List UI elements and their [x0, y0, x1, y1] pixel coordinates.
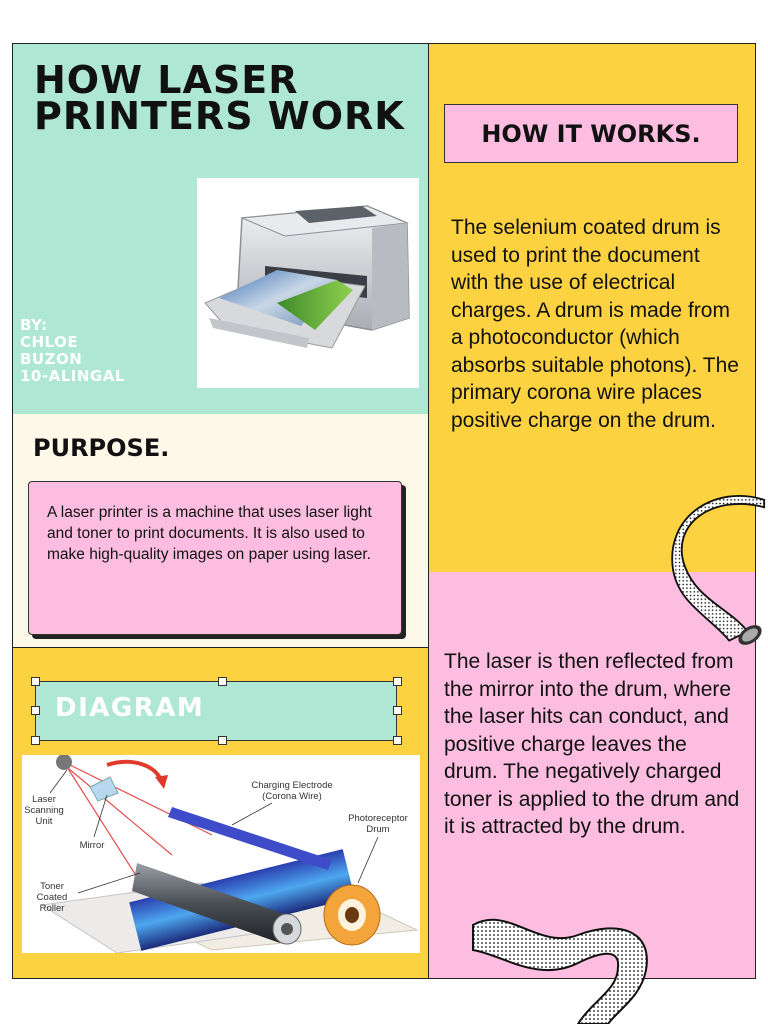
purpose-card — [28, 481, 402, 635]
resize-handle-bottom-left[interactable] — [31, 736, 40, 745]
label-toner-1: Toner — [40, 881, 64, 892]
page-title: HOW LASER PRINTERS WORK — [34, 58, 405, 138]
resize-handle-bottom[interactable] — [218, 736, 227, 745]
resize-handle-left[interactable] — [31, 706, 40, 715]
resize-handle-top[interactable] — [218, 677, 227, 686]
byline-section: 10-ALINGAL — [20, 367, 125, 385]
label-toner-3: Roller — [39, 903, 65, 914]
label-laser-unit-1: Laser — [32, 794, 56, 805]
label-laser-unit-3: Unit — [35, 816, 53, 827]
label-laser-unit-2: Scanning — [24, 805, 64, 816]
label-electrode-1: Charging Electrode — [251, 780, 333, 791]
laser-text: The laser is then reflected from the mirror into the drum, where the laser hits can conduct, and positive charge leaves the drum. The negatively charged toner is applied to the drum and it is attracted by the drum. — [444, 650, 740, 838]
resize-handle-top-left[interactable] — [31, 677, 40, 686]
how-it-works-heading: HOW IT WORKS. — [481, 119, 701, 148]
label-toner-2: Coated — [36, 892, 68, 903]
label-photoreceptor-2: Drum — [366, 824, 390, 835]
decorative-arc-bottom — [468, 905, 658, 1024]
laser-printer-diagram — [22, 755, 420, 953]
byline-first-name: CHLOE — [20, 333, 79, 351]
purpose-heading: PURPOSE. — [33, 434, 170, 462]
purpose-text: A laser printer is a machine that uses laser light and toner to print documents. It is also used to make high-quality images on paper using laser. — [47, 504, 372, 563]
resize-handle-bottom-right[interactable] — [393, 736, 402, 745]
printer-image — [197, 178, 419, 388]
byline — [20, 317, 125, 385]
resize-handle-top-right[interactable] — [393, 677, 402, 686]
label-electrode-2: (Corona Wire) — [262, 791, 322, 802]
label-photoreceptor-1: Photoreceptor — [348, 813, 408, 824]
diagram-heading: DIAGRAM — [55, 693, 205, 723]
byline-by: BY: — [20, 316, 48, 334]
how-it-works-text: The selenium coated drum is used to print the document with the use of electrical charges. A drum is made from a photoconductor (which absorbs suitable photons). The primary corona wire places positive charge on the drum. — [451, 216, 739, 432]
byline-last-name: BUZON — [20, 350, 83, 368]
resize-handle-right[interactable] — [393, 706, 402, 715]
label-mirror: Mirror — [79, 840, 105, 851]
decorative-arc-top — [670, 494, 768, 654]
